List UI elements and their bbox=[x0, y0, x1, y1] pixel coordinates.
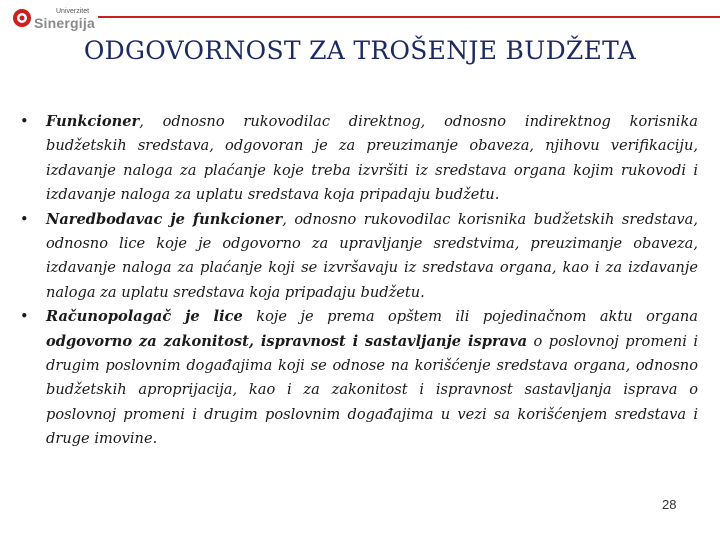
logo-university-label: Univerzitet bbox=[56, 8, 90, 15]
list-item bbox=[18, 208, 698, 306]
bullet-text: , odnosno rukovodilac direktnog, odnosno indirektnog korisnika budžetskih sredstava, odgovoran je za preuzimanje obaveza, njihovu verifikaciju, izdavanje naloga za plaćanje koje treba izvršiti iz sredstava organa kojim rukovodi i izdavanje naloga za uplatu sredstava koja pripadaju budžetu. bbox=[46, 113, 698, 204]
university-logo bbox=[12, 6, 94, 32]
bullet-text: , odnosno rukovodilac korisnika budžetskih sredstava, odnosno lice koje je odgovorno za upravljanje sredstvima, preuzimanje obaveza, izdavanje naloga za plaćanje koji se izvršavaju iz sredstava organa, kao i za izdavanje naloga za uplatu sredstava koja pripadaju budžetu. bbox=[46, 210, 698, 301]
header-divider bbox=[98, 16, 720, 18]
bullet-text: o poslovnoj promeni i drugim poslovnim događajima koji se odnose na korišćenje sredstava organa, odnosno budžetskih aproprijacija, kao i za zakonitost i ispravnost sastavljanja isprava o poslovnoj promeni i drugim poslovnim događajima u vezi sa korišćenjem sredstava i druge imovine. bbox=[46, 332, 698, 448]
bullet-text: koje je prema opštem ili pojedinačnom aktu organa bbox=[242, 308, 699, 326]
list-item bbox=[18, 305, 698, 451]
bullet-bold-term: Računopolagač je lice bbox=[46, 308, 243, 326]
bullet-list bbox=[18, 110, 698, 452]
page-title: ODGOVORNOST ZA TROŠENJE BUDŽETA bbox=[83, 36, 637, 65]
logo-name: Sinergija bbox=[34, 15, 95, 31]
bullet-icon: • bbox=[20, 210, 29, 228]
list-item bbox=[18, 110, 698, 208]
bullet-bold-term: Funkcioner bbox=[46, 113, 140, 130]
page-number: 28 bbox=[662, 497, 677, 512]
bullet-list-container bbox=[18, 110, 698, 452]
logo-emblem-icon bbox=[12, 8, 32, 28]
bullet-bold-phrase: odgovorno za zakonitost, ispravnost i sastavljanje isprava bbox=[46, 332, 528, 350]
bullet-icon: • bbox=[20, 113, 29, 130]
bullet-icon: • bbox=[20, 308, 29, 326]
bullet-bold-term: Naredbodavac je funkcioner bbox=[46, 210, 283, 228]
